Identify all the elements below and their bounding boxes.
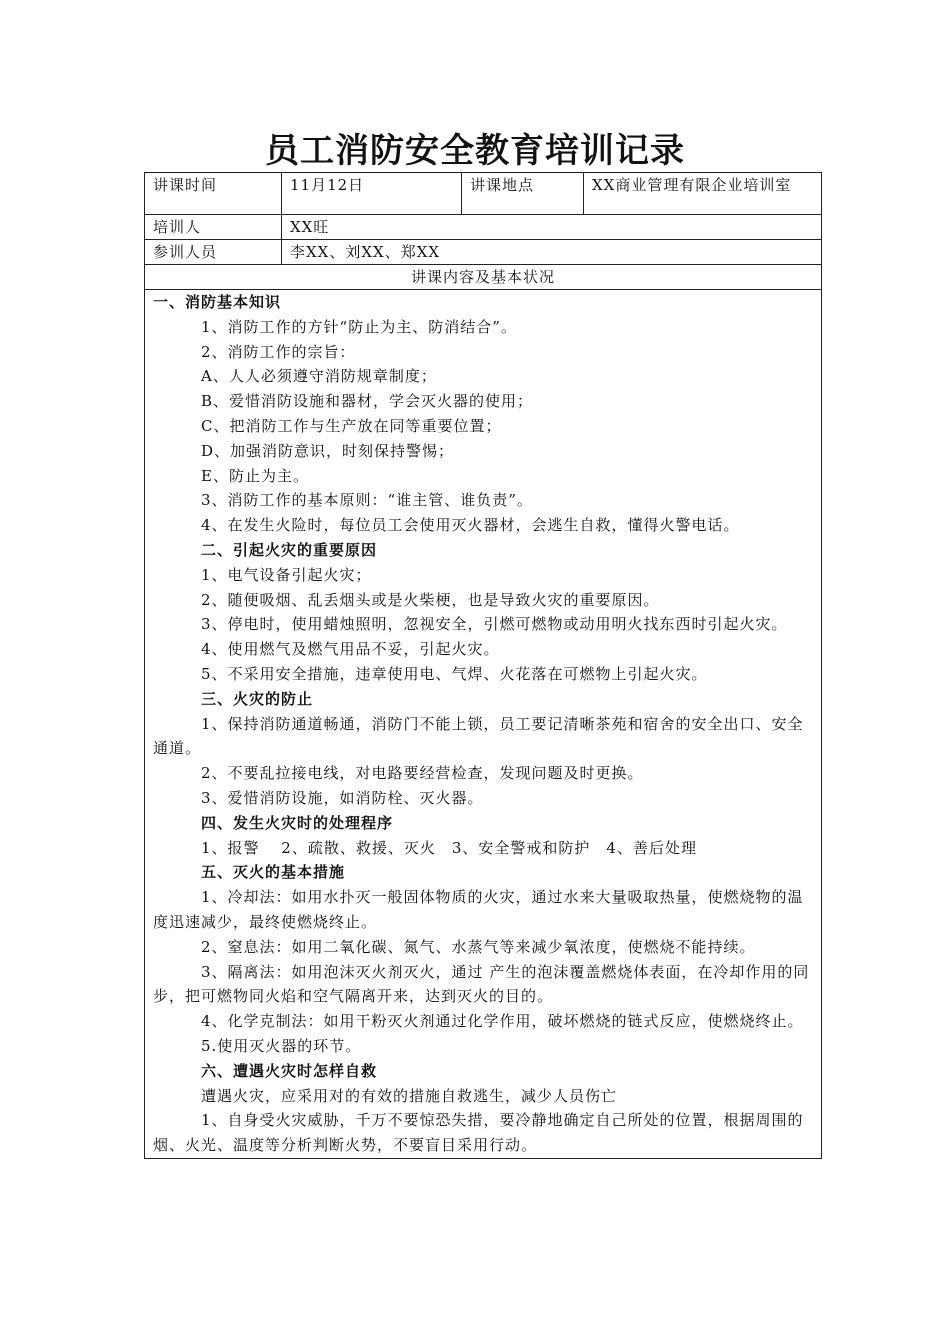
section-heading: 五、灭火的基本措施 bbox=[201, 863, 346, 882]
trainer-label: 培训人 bbox=[145, 215, 282, 240]
place-label: 讲课地点 bbox=[462, 173, 584, 215]
content-paragraph: 1、自身受火灾威胁，千万不要惊恐失措，要冷静地确定自己所处的位置，根据周围的烟、火光、温度等分析判断火势，不要盲目采用行动。 bbox=[153, 1111, 804, 1155]
content-paragraph: 2、窒息法：如用二氧化碳、氮气、水蒸气等来减少氧浓度，使燃烧不能持续。 bbox=[201, 937, 756, 956]
content-paragraph: B、爱惜消防设施和器材，学会灭火器的使用； bbox=[201, 392, 534, 411]
section-heading: 三、火灾的防止 bbox=[201, 689, 314, 708]
content-paragraph: 4、化学克制法：如用干粉灭火剂通过化学作用，破坏燃烧的链式反应，使燃烧终止。 bbox=[201, 1012, 804, 1031]
content-paragraph: 3、停电时，使用蜡烛照明，忽视安全，引燃可燃物或动用明火找东西时引起火灾。 bbox=[201, 615, 788, 634]
content-paragraph: 3、消防工作的基本原则：“谁主管、谁负责”。 bbox=[201, 491, 533, 510]
content-paragraph: 4、使用燃气及燃气用品不妥，引起火灾。 bbox=[201, 640, 500, 659]
content-paragraph: E、防止为主。 bbox=[201, 466, 309, 485]
document-title: 员工消防安全教育培训记录 bbox=[265, 131, 685, 171]
content-paragraph: 1、报警 2、疏散、救援、灭火 3、安全警戒和防护 4、善后处理 bbox=[201, 838, 697, 857]
content-paragraph: 5、不采用安全措施，违章使用电、气焊、火花落在可燃物上引起火灾。 bbox=[201, 664, 708, 683]
section-heading: 二、引起火灾的重要原因 bbox=[201, 540, 378, 559]
section-heading: 六、遭遇火灾时怎样自救 bbox=[201, 1061, 378, 1080]
content-paragraph: 1、消防工作的方针“防止为主、防消结合”。 bbox=[201, 317, 517, 336]
content-paragraph: 3、爱惜消防设施，如消防栓、灭火器。 bbox=[201, 788, 484, 807]
content-paragraph: 3、隔离法：如用泡沫灭火剂灭火，通过 产生的泡沫覆盖燃烧体表面，在冷却作用的同步，把可燃物同火焰和空气隔离开来，达到灭火的目的。 bbox=[153, 962, 810, 1006]
content-paragraph: A、人人必须遵守消防规章制度； bbox=[201, 367, 437, 386]
content-paragraph: 2、消防工作的宗旨： bbox=[201, 342, 356, 361]
trainer-value: XX旺 bbox=[282, 215, 822, 240]
content-paragraph: 4、在发生火险时，每位员工会使用灭火器材，会逃生自救，懂得火警电话。 bbox=[201, 516, 740, 535]
time-label: 讲课时间 bbox=[145, 173, 282, 215]
content-paragraph: 1、保持消防通道畅通，消防门不能上锁，员工要记清晰茶苑和宿舍的安全出口、安全通道。 bbox=[153, 714, 804, 758]
content-header-row bbox=[145, 265, 822, 290]
content-paragraph: 遭遇火灾，应采用对的有效的措施自救逃生，减少人员伤亡 bbox=[201, 1086, 618, 1105]
content-paragraph: 1、电气设备引起火灾； bbox=[201, 565, 372, 584]
training-record-table bbox=[144, 172, 822, 1159]
content-paragraph: D、加强消防意识，时刻保持警惕； bbox=[201, 441, 455, 460]
training-content bbox=[145, 290, 822, 1159]
section-heading: 一、消防基本知识 bbox=[153, 293, 282, 311]
content-paragraph: 5.使用灭火器的环节。 bbox=[201, 1036, 362, 1055]
content-paragraph: 2、随便吸烟、乱丢烟头或是火柴梗，也是导致火灾的重要原因。 bbox=[201, 590, 660, 609]
content-paragraph: 2、不要乱拉接电线，对电路要经营检查，发现问题及时更换。 bbox=[201, 764, 644, 783]
participants-row bbox=[145, 240, 822, 265]
time-place-row bbox=[145, 173, 822, 215]
section-heading: 四、发生火灾时的处理程序 bbox=[201, 813, 394, 832]
content-row bbox=[145, 290, 822, 1159]
trainer-row bbox=[145, 215, 822, 240]
content-paragraph: C、把消防工作与生产放在同等重要位置； bbox=[201, 416, 502, 435]
place-value: XX商业管理有限企业培训室 bbox=[584, 173, 822, 215]
time-value: 11月12日 bbox=[282, 173, 462, 215]
content-header: 讲课内容及基本状况 bbox=[145, 265, 822, 290]
participants-label: 参训人员 bbox=[145, 240, 282, 265]
content-paragraph: 1、冷却法：如用水扑灭一般固体物质的火灾，通过水来大量吸取热量，使燃烧物的温度迅速减少，最终使燃烧终止。 bbox=[153, 888, 804, 931]
participants-value: 李XX、刘XX、郑XX bbox=[282, 240, 822, 265]
